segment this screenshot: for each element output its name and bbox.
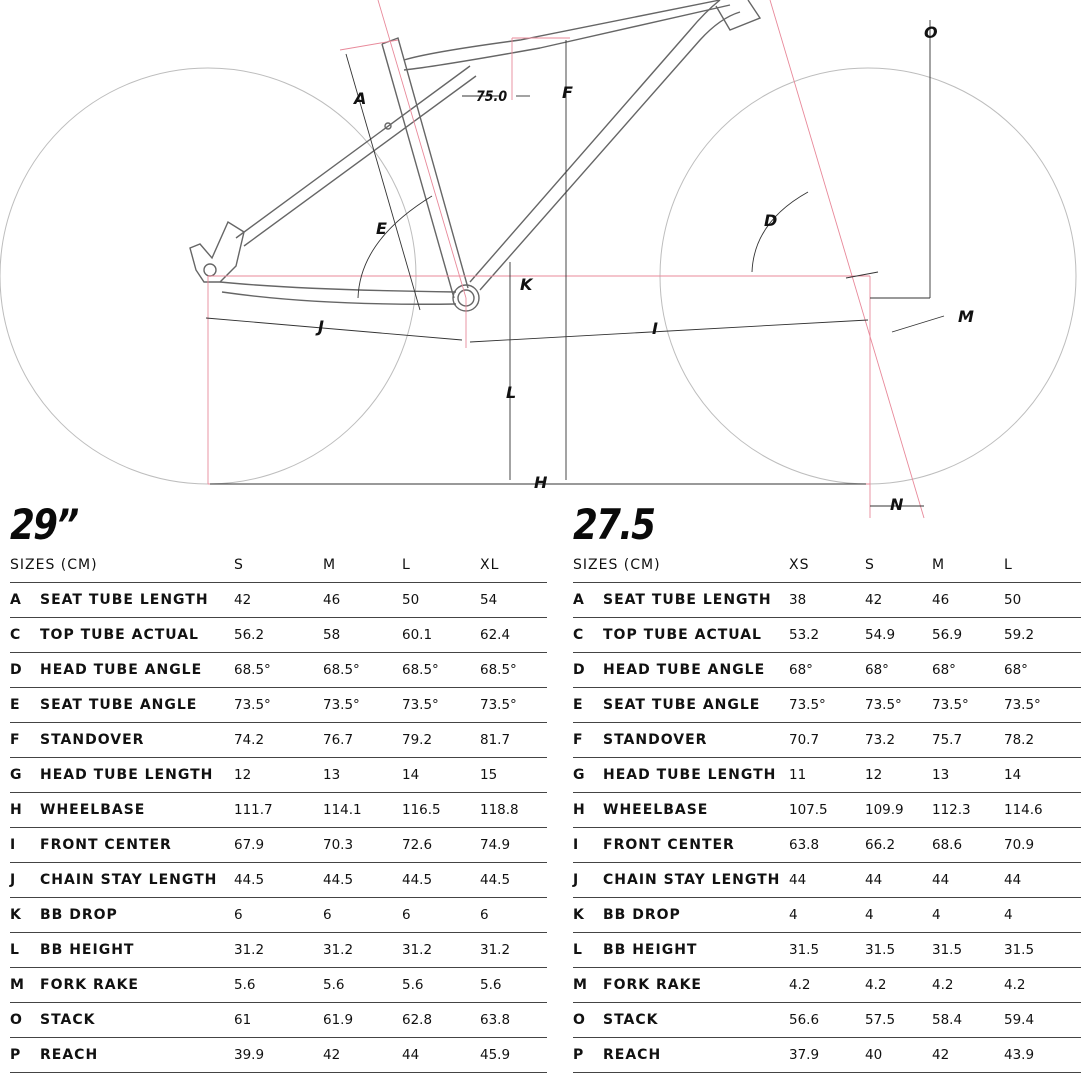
measurement-value: 112.3 bbox=[932, 793, 1004, 828]
table-row bbox=[573, 1038, 1081, 1073]
measurement-value: 73.5° bbox=[323, 688, 402, 723]
table-row bbox=[573, 898, 1081, 933]
measurement-letter: I bbox=[10, 828, 40, 863]
measurement-value: 68° bbox=[865, 653, 932, 688]
measurement-letter: E bbox=[573, 688, 603, 723]
table-29-title: 29” bbox=[10, 500, 78, 549]
measurement-value: 59.4 bbox=[1004, 1003, 1081, 1038]
table-row bbox=[573, 618, 1081, 653]
measurement-letter: J bbox=[10, 863, 40, 898]
measurement-value: 13 bbox=[932, 758, 1004, 793]
measurement-name: SEAT TUBE LENGTH bbox=[603, 583, 789, 618]
measurement-value: 43.9 bbox=[1004, 1038, 1081, 1073]
measurement-letter: P bbox=[573, 1038, 603, 1073]
measurement-letter: I bbox=[573, 828, 603, 863]
table-row bbox=[10, 863, 547, 898]
table-row bbox=[10, 758, 547, 793]
measurement-value: 60.1 bbox=[402, 618, 480, 653]
measurement-value: 75.7 bbox=[932, 723, 1004, 758]
measurement-value: 31.2 bbox=[480, 933, 547, 968]
measurement-value: 6 bbox=[234, 898, 323, 933]
table-row bbox=[573, 933, 1081, 968]
measurement-value: 61.9 bbox=[323, 1003, 402, 1038]
sizes-header: SIZES (CM) bbox=[10, 548, 234, 583]
table-row bbox=[10, 1003, 547, 1038]
table-row bbox=[573, 758, 1081, 793]
measurement-value: 79.2 bbox=[402, 723, 480, 758]
measurement-value: 73.5° bbox=[865, 688, 932, 723]
measurement-name: BB HEIGHT bbox=[40, 933, 234, 968]
table-row bbox=[573, 723, 1081, 758]
measurement-value: 12 bbox=[234, 758, 323, 793]
measurement-value: 59.2 bbox=[1004, 618, 1081, 653]
measurement-value: 76.7 bbox=[323, 723, 402, 758]
measurement-value: 54.9 bbox=[865, 618, 932, 653]
label-d: D bbox=[764, 211, 778, 230]
measurement-value: 31.2 bbox=[323, 933, 402, 968]
table-row bbox=[10, 828, 547, 863]
measurement-value: 6 bbox=[480, 898, 547, 933]
measurement-value: 63.8 bbox=[480, 1003, 547, 1038]
label-a: A bbox=[354, 89, 367, 108]
measurement-value: 70.3 bbox=[323, 828, 402, 863]
measurement-value: 31.2 bbox=[234, 933, 323, 968]
table-row bbox=[10, 688, 547, 723]
measurement-value: 4 bbox=[865, 898, 932, 933]
measurement-value: 73.5° bbox=[932, 688, 1004, 723]
measurement-value: 4 bbox=[1004, 898, 1081, 933]
measurement-value: 44 bbox=[402, 1038, 480, 1073]
measurement-name: CHAIN STAY LENGTH bbox=[603, 863, 789, 898]
measurement-value: 68.5° bbox=[323, 653, 402, 688]
measurement-value: 31.5 bbox=[865, 933, 932, 968]
size-col-header: S bbox=[865, 548, 932, 583]
measurement-value: 58 bbox=[323, 618, 402, 653]
measurement-value: 42 bbox=[932, 1038, 1004, 1073]
measurement-name: REACH bbox=[603, 1038, 789, 1073]
measurement-value: 5.6 bbox=[234, 968, 323, 1003]
label-l: L bbox=[506, 383, 517, 402]
measurement-value: 61 bbox=[234, 1003, 323, 1038]
table-row bbox=[573, 583, 1081, 618]
label-m: M bbox=[958, 307, 974, 326]
measurement-value: 4.2 bbox=[932, 968, 1004, 1003]
measurement-value: 39.9 bbox=[234, 1038, 323, 1073]
measurement-letter: O bbox=[10, 1003, 40, 1038]
measurement-value: 4 bbox=[932, 898, 1004, 933]
table-275-title: 27.5 bbox=[573, 500, 655, 549]
measurement-name: STACK bbox=[603, 1003, 789, 1038]
size-col-header: XL bbox=[480, 548, 547, 583]
measurement-letter: D bbox=[573, 653, 603, 688]
measurement-letter: M bbox=[573, 968, 603, 1003]
size-col-header: M bbox=[323, 548, 402, 583]
measurement-name: SEAT TUBE ANGLE bbox=[40, 688, 234, 723]
measurement-letter: L bbox=[10, 933, 40, 968]
measurement-letter: F bbox=[573, 723, 603, 758]
measurement-value: 45.9 bbox=[480, 1038, 547, 1073]
measurement-value: 114.1 bbox=[323, 793, 402, 828]
measurement-name: FORK RAKE bbox=[603, 968, 789, 1003]
measurement-letter: G bbox=[10, 758, 40, 793]
measurement-value: 44 bbox=[865, 863, 932, 898]
measurement-letter: P bbox=[10, 1038, 40, 1073]
measurement-value: 44.5 bbox=[234, 863, 323, 898]
size-col-header: S bbox=[234, 548, 323, 583]
bike-geometry-diagram bbox=[0, 0, 1090, 520]
table-row bbox=[10, 653, 547, 688]
measurement-name: STANDOVER bbox=[603, 723, 789, 758]
measurement-name: FORK RAKE bbox=[40, 968, 234, 1003]
measurement-value: 78.2 bbox=[1004, 723, 1081, 758]
measurement-letter: E bbox=[10, 688, 40, 723]
measurement-value: 44 bbox=[1004, 863, 1081, 898]
table-row bbox=[573, 968, 1081, 1003]
measurement-value: 31.5 bbox=[1004, 933, 1081, 968]
label-j: J bbox=[318, 317, 324, 336]
size-col-header: M bbox=[932, 548, 1004, 583]
measurement-value: 74.2 bbox=[234, 723, 323, 758]
measurement-value: 62.8 bbox=[402, 1003, 480, 1038]
table-row bbox=[573, 1003, 1081, 1038]
measurement-value: 42 bbox=[865, 583, 932, 618]
measurement-value: 73.5° bbox=[234, 688, 323, 723]
measurement-value: 31.5 bbox=[932, 933, 1004, 968]
measurement-letter: D bbox=[10, 653, 40, 688]
measurement-letter: A bbox=[573, 583, 603, 618]
table-row bbox=[573, 653, 1081, 688]
size-col-header: XS bbox=[789, 548, 865, 583]
table-row bbox=[573, 688, 1081, 723]
measurement-name: HEAD TUBE ANGLE bbox=[40, 653, 234, 688]
measurement-name: FRONT CENTER bbox=[40, 828, 234, 863]
measurement-value: 44 bbox=[932, 863, 1004, 898]
measurement-value: 54 bbox=[480, 583, 547, 618]
measurement-value: 73.5° bbox=[1004, 688, 1081, 723]
label-angle: 75.0 bbox=[476, 89, 508, 105]
label-o: O bbox=[924, 23, 938, 42]
label-f: F bbox=[562, 83, 573, 102]
measurement-name: BB DROP bbox=[603, 898, 789, 933]
size-col-header: L bbox=[1004, 548, 1081, 583]
measurement-letter: M bbox=[10, 968, 40, 1003]
measurement-name: TOP TUBE ACTUAL bbox=[40, 618, 234, 653]
measurement-name: TOP TUBE ACTUAL bbox=[603, 618, 789, 653]
measurement-value: 4.2 bbox=[865, 968, 932, 1003]
measurement-value: 44.5 bbox=[402, 863, 480, 898]
measurement-name: WHEELBASE bbox=[603, 793, 789, 828]
measurement-value: 14 bbox=[1004, 758, 1081, 793]
measurement-letter: H bbox=[10, 793, 40, 828]
measurement-value: 50 bbox=[1004, 583, 1081, 618]
measurement-letter: J bbox=[573, 863, 603, 898]
measurement-value: 68° bbox=[1004, 653, 1081, 688]
measurement-value: 38 bbox=[789, 583, 865, 618]
measurement-name: HEAD TUBE LENGTH bbox=[40, 758, 234, 793]
measurement-value: 68.5° bbox=[402, 653, 480, 688]
measurement-value: 56.6 bbox=[789, 1003, 865, 1038]
measurement-value: 4.2 bbox=[1004, 968, 1081, 1003]
measurement-name: REACH bbox=[40, 1038, 234, 1073]
measurement-value: 68° bbox=[932, 653, 1004, 688]
table-row bbox=[10, 933, 547, 968]
table-row bbox=[10, 618, 547, 653]
measurement-value: 44.5 bbox=[323, 863, 402, 898]
measurement-value: 74.9 bbox=[480, 828, 547, 863]
measurement-value: 114.6 bbox=[1004, 793, 1081, 828]
table-row bbox=[10, 583, 547, 618]
measurement-name: BB DROP bbox=[40, 898, 234, 933]
measurement-value: 4 bbox=[789, 898, 865, 933]
measurement-letter: A bbox=[10, 583, 40, 618]
measurement-value: 15 bbox=[480, 758, 547, 793]
measurement-value: 31.2 bbox=[402, 933, 480, 968]
measurement-value: 53.2 bbox=[789, 618, 865, 653]
frame-outline bbox=[190, 0, 760, 311]
measurement-value: 68.5° bbox=[480, 653, 547, 688]
measurement-value: 73.5° bbox=[480, 688, 547, 723]
sizes-header: SIZES (CM) bbox=[573, 548, 789, 583]
measurement-value: 5.6 bbox=[480, 968, 547, 1003]
measurement-value: 44 bbox=[789, 863, 865, 898]
measurement-value: 46 bbox=[932, 583, 1004, 618]
measurement-value: 40 bbox=[865, 1038, 932, 1073]
measurement-value: 111.7 bbox=[234, 793, 323, 828]
measurement-letter: G bbox=[573, 758, 603, 793]
measurement-name: STANDOVER bbox=[40, 723, 234, 758]
measurement-value: 37.9 bbox=[789, 1038, 865, 1073]
measurement-value: 56.2 bbox=[234, 618, 323, 653]
label-e: E bbox=[376, 219, 387, 238]
measurement-value: 62.4 bbox=[480, 618, 547, 653]
measurement-name: SEAT TUBE ANGLE bbox=[603, 688, 789, 723]
measurement-letter: C bbox=[573, 618, 603, 653]
measurement-value: 31.5 bbox=[789, 933, 865, 968]
table-row bbox=[10, 1038, 547, 1073]
measurement-value: 13 bbox=[323, 758, 402, 793]
measurement-value: 44.5 bbox=[480, 863, 547, 898]
measurement-value: 5.6 bbox=[402, 968, 480, 1003]
measurement-name: HEAD TUBE LENGTH bbox=[603, 758, 789, 793]
label-k: K bbox=[520, 275, 533, 294]
geometry-table-275 bbox=[573, 548, 1081, 1073]
measurement-value: 72.6 bbox=[402, 828, 480, 863]
measurement-value: 14 bbox=[402, 758, 480, 793]
measurement-value: 81.7 bbox=[480, 723, 547, 758]
measurement-value: 68.6 bbox=[932, 828, 1004, 863]
measurement-letter: F bbox=[10, 723, 40, 758]
table-row bbox=[10, 793, 547, 828]
label-h: H bbox=[534, 473, 548, 492]
measurement-value: 118.8 bbox=[480, 793, 547, 828]
measurement-name: BB HEIGHT bbox=[603, 933, 789, 968]
measurement-value: 67.9 bbox=[234, 828, 323, 863]
measurement-letter: O bbox=[573, 1003, 603, 1038]
table-row bbox=[573, 863, 1081, 898]
measurement-value: 4.2 bbox=[789, 968, 865, 1003]
measurement-value: 73.2 bbox=[865, 723, 932, 758]
measurement-value: 5.6 bbox=[323, 968, 402, 1003]
measurement-name: STACK bbox=[40, 1003, 234, 1038]
measurement-letter: H bbox=[573, 793, 603, 828]
measurement-value: 6 bbox=[402, 898, 480, 933]
measurement-value: 73.5° bbox=[789, 688, 865, 723]
table-header-row bbox=[573, 548, 1081, 583]
measurement-value: 63.8 bbox=[789, 828, 865, 863]
label-n: N bbox=[890, 495, 904, 514]
table-header-row bbox=[10, 548, 547, 583]
measurement-value: 73.5° bbox=[402, 688, 480, 723]
measurement-value: 58.4 bbox=[932, 1003, 1004, 1038]
measurement-value: 42 bbox=[234, 583, 323, 618]
size-col-header: L bbox=[402, 548, 480, 583]
table-row bbox=[10, 723, 547, 758]
label-i: I bbox=[652, 319, 658, 338]
measurement-value: 116.5 bbox=[402, 793, 480, 828]
dimension-lines bbox=[206, 20, 944, 506]
measurement-value: 70.9 bbox=[1004, 828, 1081, 863]
measurement-letter: L bbox=[573, 933, 603, 968]
measurement-name: HEAD TUBE ANGLE bbox=[603, 653, 789, 688]
geometry-table-29 bbox=[10, 548, 547, 1073]
measurement-name: FRONT CENTER bbox=[603, 828, 789, 863]
table-row bbox=[10, 898, 547, 933]
measurement-value: 56.9 bbox=[932, 618, 1004, 653]
table-row bbox=[10, 968, 547, 1003]
measurement-value: 68.5° bbox=[234, 653, 323, 688]
table-row bbox=[573, 793, 1081, 828]
table-row bbox=[573, 828, 1081, 863]
measurement-value: 46 bbox=[323, 583, 402, 618]
measurement-value: 6 bbox=[323, 898, 402, 933]
measurement-name: SEAT TUBE LENGTH bbox=[40, 583, 234, 618]
measurement-value: 50 bbox=[402, 583, 480, 618]
measurement-value: 107.5 bbox=[789, 793, 865, 828]
measurement-value: 57.5 bbox=[865, 1003, 932, 1038]
measurement-value: 68° bbox=[789, 653, 865, 688]
measurement-value: 12 bbox=[865, 758, 932, 793]
measurement-letter: K bbox=[573, 898, 603, 933]
measurement-value: 109.9 bbox=[865, 793, 932, 828]
measurement-value: 11 bbox=[789, 758, 865, 793]
measurement-letter: K bbox=[10, 898, 40, 933]
measurement-value: 42 bbox=[323, 1038, 402, 1073]
measurement-value: 66.2 bbox=[865, 828, 932, 863]
measurement-letter: C bbox=[10, 618, 40, 653]
measurement-name: CHAIN STAY LENGTH bbox=[40, 863, 234, 898]
measurement-name: WHEELBASE bbox=[40, 793, 234, 828]
measurement-value: 70.7 bbox=[789, 723, 865, 758]
